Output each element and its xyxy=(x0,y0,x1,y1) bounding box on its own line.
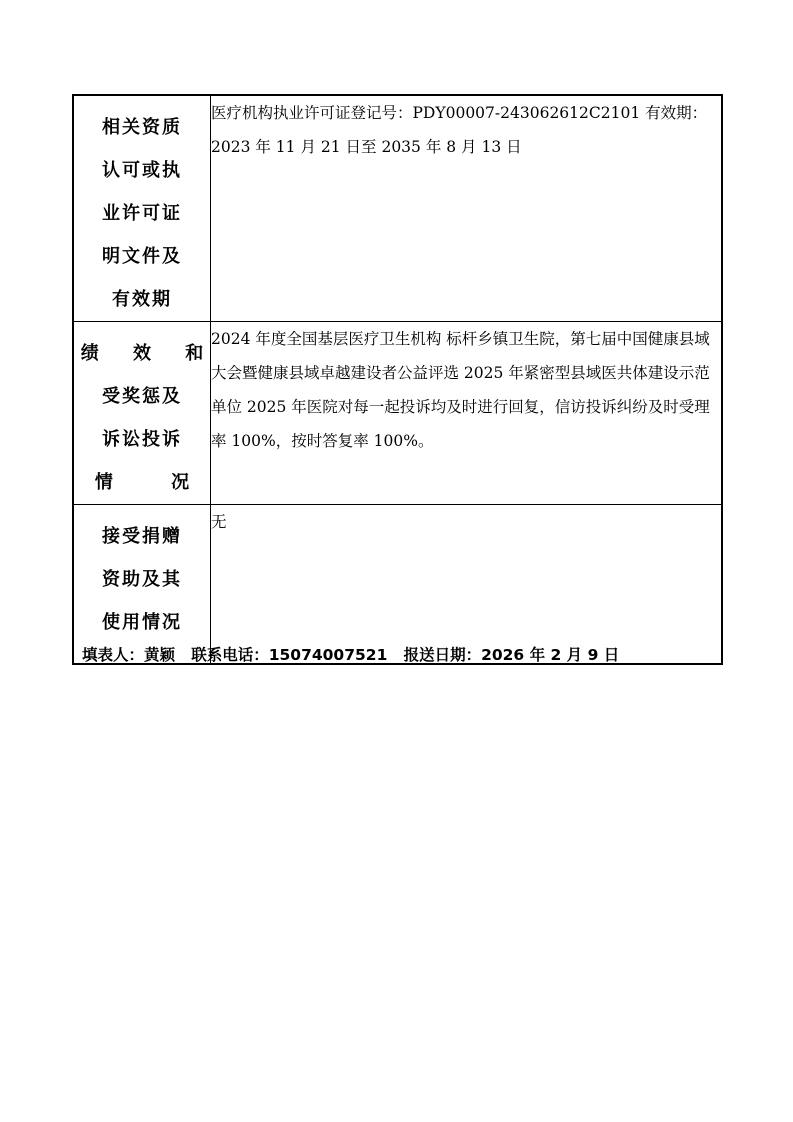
row-label-line: 使用情况 xyxy=(102,612,182,633)
row-label-line: 资助及其 xyxy=(102,569,182,590)
row-label-line: 明文件及 xyxy=(102,246,182,267)
phone-label: 联系电话：15074007521 xyxy=(191,646,388,664)
table-row xyxy=(73,505,722,664)
row-content-cell: 无 xyxy=(211,505,723,664)
row-content-cell: 医疗机构执业许可证登记号：PDY00007-243062612C2101 有效期：2023 年 11 月 21 日至 2035 年 8 月 13 日 xyxy=(211,95,723,322)
row-label-cell xyxy=(73,505,211,664)
row-content-cell: 2024 年度全国基层医疗卫生机构 标杆乡镇卫生院，第七届中国健康县域大会暨健康县域卓越建设者公益评选 2025 年紧密型县域医共体建设示范单位 2025 年医院对每一起投诉均及时进行回复，信访投诉纠纷及时受理率 100%，按时答复率 100%。 xyxy=(211,322,723,505)
row-label-line: 绩 效 和 xyxy=(80,343,218,364)
row-label-line: 业许可证 xyxy=(102,203,182,224)
row-label-line: 接受捐赠 xyxy=(102,526,182,547)
row-label-line: 诉讼投诉 xyxy=(102,429,182,450)
row-label-cell xyxy=(73,322,218,505)
row-label-line: 情 况 xyxy=(94,472,216,493)
row-label-line: 认可或执 xyxy=(102,160,182,181)
row-label-line: 受奖惩及 xyxy=(102,386,182,407)
row-label-cell xyxy=(73,95,211,322)
filler-label: 填表人：黄颖 xyxy=(82,646,176,664)
table-row xyxy=(73,322,722,505)
row-label-line: 相关资质 xyxy=(102,117,182,138)
date-label: 报送日期：2026 年 2 月 9 日 xyxy=(403,646,620,664)
form-footer xyxy=(82,643,619,665)
table-row xyxy=(73,95,722,322)
row-label-line: 有效期 xyxy=(112,289,172,310)
info-table xyxy=(72,94,723,665)
